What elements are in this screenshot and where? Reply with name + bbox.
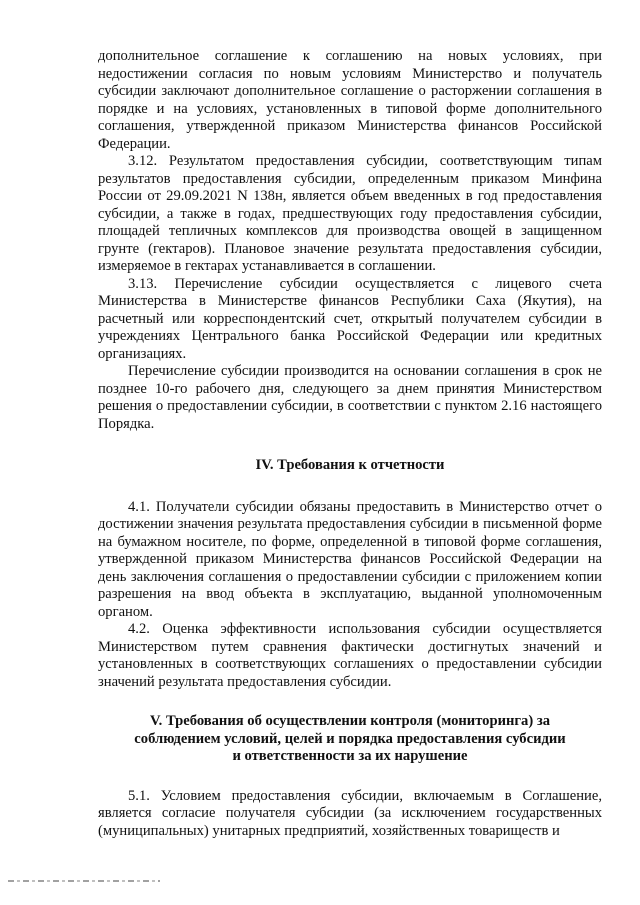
section-heading-iv: IV. Требования к отчетности — [255, 457, 445, 473]
paragraph-4-2: 4.2. Оценка эффективности использования субсидии осуществляется Министерством путем сравнения фактически достигнутых значений и установленных в соответствующих соглашениях о предоставлении субсидии значений результата предоставления субсидии. — [98, 621, 602, 690]
paragraph-3-11-continuation: дополнительное соглашение к соглашению на новых условиях, при недостижении согласия по новым условиям Министерство и получатель субсидии заключают дополнительное соглашение о расторжении соглашения в порядке и на условиях, установленных в типовой форме дополнительного соглашения, утвержденной приказом Министерства финансов Российской Федерации. — [98, 48, 602, 152]
paragraph-4-1: 4.1. Получатели субсидии обязаны предоставить в Министерство отчет о достижении значения результата предоставления субсидии в письменной форме на бумажном носителе, по форме, определенной в типовой форме соглашения, утвержденной приказом Министерства финансов Российской Федерации на день заключения соглашения о предоставлении субсидии с приложением копии разрешения на ввод объекта в эксплуатацию, выданной уполномоченным органом. — [98, 498, 602, 620]
paragraph-5-1: 5.1. Условием предоставления субсидии, включаемым в Соглашение, является согласие получателя субсидии (за исключением государственных (муниципальных) унитарных предприятий, хозяйственных товариществ и — [98, 787, 602, 839]
section-heading-v-line-2: соблюдением условий, целей и порядка предоставления субсидии — [134, 730, 566, 747]
section-heading-v-line-1: V. Требования об осуществлении контроля (мониторинга) за — [149, 713, 550, 729]
paragraph-3-12: 3.12. Результатом предоставления субсидии, соответствующим типам результатов предоставления субсидии, определенным приказом Минфина России от 29.09.2021 N 138н, является объем введенных в год предоставления субсидии, а также в годах, предшествующих году предоставления субсидии, площадей тепличных комплексов для производства овощей в защищенном грунте (гектаров). Плановое значение результата предоставления субсидии, измеряемое в гектарах устанавливается в соглашении. — [98, 153, 602, 274]
paragraph-3-13: 3.13. Перечисление субсидии осуществляется с лицевого счета Министерства в Министерстве финансов Республики Саха (Якутия), на расчетный или корреспондентский счет, открытый получателем субсидии в учреждениях Центрального банка Российской Федерации или кредитных организациях. — [98, 275, 602, 362]
document-body — [98, 48, 602, 840]
section-heading-v-line-3: и ответственности за их нарушение — [232, 748, 468, 764]
section-heading-v — [98, 713, 602, 766]
scan-artifact-line — [8, 880, 160, 882]
paragraph-3-13-transfer-deadline: Перечисление субсидии производится на основании соглашения в срок не позднее 10-го рабочего дня, следующего за днем принятия Министерством решения о предоставлении субсидии, в соответствии с пунктом 2.16 настоящего Порядка. — [98, 363, 602, 432]
